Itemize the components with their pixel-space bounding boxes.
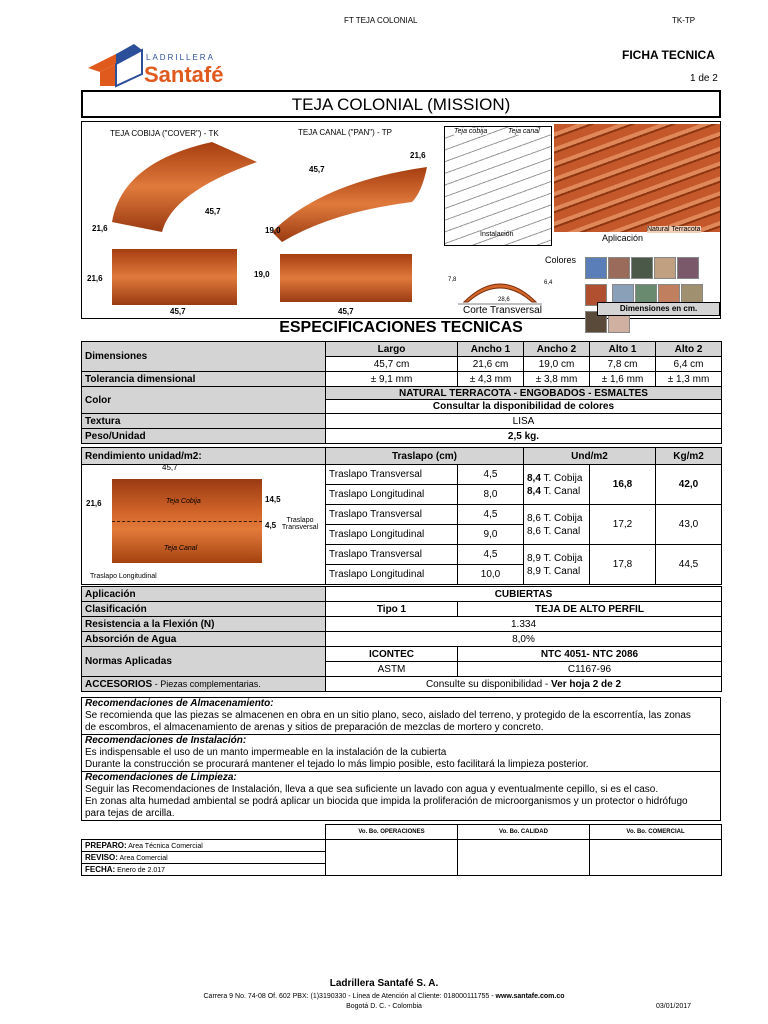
label-color: Color (82, 387, 326, 414)
dim-bottom-1: 45,7 (170, 307, 186, 316)
rec-instalacion-line2: Durante la construcción se procurará mantener el tejado lo más limpio posible, esto facilitará la limpieza posterior. (85, 759, 589, 770)
label-instalacion: Instalación (480, 231, 514, 238)
diag-traslapo-t: Traslapo Transversal (281, 517, 319, 531)
r2-t-label: Traslapo Transversal (326, 505, 458, 525)
label-normas: Normas Aplicadas (82, 647, 326, 677)
dim-pan-length: 45,7 (309, 165, 325, 174)
doc-title: TEJA COLONIAL (MISSION) (81, 90, 721, 118)
cross-section-drawing (448, 266, 552, 310)
hdr-traslapo: Traslapo (cm) (326, 448, 524, 465)
r1-can-num: 8,4 (527, 485, 541, 497)
application-photo (554, 124, 720, 232)
rec-almacenamiento-title: Recomendaciones de Almacenamiento: (85, 698, 274, 709)
hdr-ancho2: Ancho 2 (524, 342, 590, 357)
label-tolerancia: Tolerancia dimensional (82, 372, 326, 387)
accesorios-consult: Consulte su disponibilidad - (425, 678, 552, 690)
r3-can-num: 8,9 (527, 565, 541, 577)
r1-t-label: Traslapo Transversal (326, 465, 458, 485)
vobo-operaciones: Vo. Bo. OPERACIONES (326, 825, 458, 840)
r3-l-val: 10,0 (458, 565, 524, 585)
label-peso: Peso/Unidad (82, 429, 326, 444)
val-largo: 45,7 cm (326, 357, 458, 372)
dim-pan-width2: 19,0 (265, 226, 281, 235)
label-aplicacion: Aplicación (602, 233, 644, 243)
r1-l-val: 8,0 (458, 485, 524, 505)
dim-alto1: 7,8 (448, 277, 457, 283)
footer-date: 03/01/2017 (656, 1003, 692, 1010)
r2-t-val: 4,5 (458, 505, 524, 525)
rec-almacenamiento-line2: de escombros, el almacenamiento de arenas y sitios de preparación de mezclas de mortero y concreto. (85, 722, 544, 733)
diag-canal: Teja Canal (164, 545, 198, 552)
label-flexion: Resistencia a la Flexión (N) (82, 617, 326, 632)
rec-limpieza-title: Recomendaciones de Limpieza: (85, 772, 237, 783)
color-note: Consultar la disponibilidad de colores (326, 400, 722, 414)
rec-instalacion-line1: Es indispensable el uso de un manto impermeable en la instalación de la cubierta (85, 747, 447, 758)
accesorios-value (326, 677, 722, 692)
doc-type: FICHA TECNICA (622, 48, 715, 62)
r2-kg: 43,0 (656, 505, 722, 545)
swatch-plum-icon (677, 257, 699, 279)
logo (86, 40, 246, 90)
hdr-alto2: Alto 2 (656, 342, 722, 357)
cover-tile-3d (112, 142, 257, 232)
dim-cross-width: 28,6 (498, 297, 510, 303)
reviso-cell (82, 852, 326, 864)
r1-und: 16,8 (590, 465, 656, 505)
fecha-value: Enero de 2.017 (115, 867, 166, 874)
accesorios-label-cell (82, 677, 326, 692)
val-ancho2: 19,0 cm (524, 357, 590, 372)
color-value: NATURAL TERRACOTA - ENGOBADOS - ESMALTES (326, 387, 722, 400)
accesorios-desc: - Piezas complementarias. (152, 678, 261, 689)
rec-almacenamiento (82, 698, 720, 735)
tol-ancho1: ± 4,3 mm (458, 372, 524, 387)
specs-title: ESPECIFICACIONES TECNICAS (279, 319, 523, 336)
preparo-label: PREPARO: (85, 841, 127, 850)
r2-l-label: Traslapo Longitudinal (326, 525, 458, 545)
r2-units (524, 505, 590, 545)
footer-company: Ladrillera Santafé S. A. (329, 978, 439, 989)
footer-city: Bogotá D. C. - Colombia (346, 1003, 422, 1010)
dim-cover-width: 21,6 (92, 224, 108, 233)
label-teja-cobija: Teja cobija (454, 128, 488, 135)
hdr-kg-m2: Kg/m2 (656, 448, 722, 465)
r2-can-txt: T. Canal (540, 525, 581, 537)
normas-astm-code: C1167-96 (458, 662, 722, 677)
pan-tile-top (280, 254, 412, 302)
tol-largo: ± 9,1 mm (326, 372, 458, 387)
cover-tile-top (112, 249, 237, 305)
dim-mid: 19,0 (254, 270, 270, 279)
aplicacion-value: CUBIERTAS (326, 587, 722, 602)
r3-t-val: 4,5 (458, 545, 524, 565)
absorcion-value: 8,0% (326, 632, 722, 647)
val-alto1: 7,8 cm (590, 357, 656, 372)
normas-ntc: NTC 4051- NTC 2086 (458, 647, 722, 662)
swatch-blue-icon (585, 257, 607, 279)
swatch-brown-icon (608, 257, 630, 279)
rec-limpieza-line3: para tejas de arcilla. (85, 808, 175, 819)
accesorios-link: Ver hoja 2 de 2 (551, 678, 622, 690)
installation-drawing (444, 126, 552, 246)
r2-l-val: 9,0 (458, 525, 524, 545)
fecha-cell (82, 864, 326, 876)
r1-units (524, 465, 590, 505)
val-alto2: 6,4 cm (656, 357, 722, 372)
approval-spacer (82, 825, 326, 840)
hdr-ancho1: Ancho 1 (458, 342, 524, 357)
reviso-label: REVISO: (85, 853, 118, 862)
label-clasificacion: Clasificación (82, 602, 326, 617)
label-accesorios: ACCESORIOS (85, 678, 153, 690)
spec-table-top (81, 341, 722, 444)
r1-l-label: Traslapo Longitudinal (326, 485, 458, 505)
r1-can-txt: T. Canal (540, 485, 581, 497)
r1-kg: 42,0 (656, 465, 722, 505)
r3-can-txt: T. Canal (540, 565, 581, 577)
swatch-sand-icon (654, 257, 676, 279)
r3-cob-txt: T. Cobija (540, 552, 583, 564)
hdr-alto1: Alto 1 (590, 342, 656, 357)
tol-alto2: ± 1,3 mm (656, 372, 722, 387)
clasificacion-tipo: Tipo 1 (326, 602, 458, 617)
label-rendimiento: Rendimiento unidad/m2: (82, 448, 326, 465)
sign-operaciones[interactable] (326, 840, 458, 876)
r2-und: 17,2 (590, 505, 656, 545)
normas-astm: ASTM (326, 662, 458, 677)
hdr-und-m2: Und/m2 (524, 448, 656, 465)
rec-almacenamiento-line1: Se recomienda que las piezas se almacenen en obra en un sitio plano, seco, aislado del terreno, y protegido de la escorrentía, las zonas (85, 710, 691, 721)
pan-tile-3d (272, 167, 427, 242)
r2-can-num: 8,6 (527, 525, 541, 537)
hdr-largo: Largo (326, 342, 458, 357)
label-corte: Corte Transversal (463, 305, 542, 316)
clasificacion-perfil: TEJA DE ALTO PERFIL (458, 602, 722, 617)
label-aplicacion: Aplicación (82, 587, 326, 602)
val-ancho1: 21,6 cm (458, 357, 524, 372)
rec-limpieza-line2: En zonas alta humedad ambiental se podrá aplicar un biocida que impida la proliferación de microorganismos y un protector o hidrófugo (85, 796, 688, 807)
normas-icontec: ICONTEC (326, 647, 458, 662)
approval-table (81, 824, 722, 876)
fecha-label: FECHA: (85, 865, 116, 874)
r2-cob-num: 8,6 (527, 512, 541, 524)
r3-kg: 44,5 (656, 545, 722, 585)
rec-instalacion (82, 735, 720, 772)
label-textura: Textura (82, 414, 326, 429)
label-dimensiones: Dimensiones (82, 342, 326, 372)
flexion-value: 1.334 (326, 617, 722, 632)
r2-cob-txt: T. Cobija (540, 512, 583, 524)
rendimiento-table (81, 447, 722, 585)
preparo-value: Area Técnica Comercial (126, 843, 203, 850)
vobo-comercial: Vo. Bo. COMERCIAL (590, 825, 722, 840)
dim-pan-width: 21,6 (410, 151, 426, 160)
sign-comercial[interactable] (590, 840, 722, 876)
dimensions-note: Dimensiones en cm. (597, 302, 720, 316)
dim-cover-length: 45,7 (205, 207, 221, 216)
diag-dim-right1: 14,5 (265, 495, 281, 504)
dim-bottom-2: 45,7 (338, 307, 354, 316)
diag-dim-top: 45,7 (162, 464, 178, 472)
sign-calidad[interactable] (458, 840, 590, 876)
r1-t-val: 4,5 (458, 465, 524, 485)
logo-small-text: LADRILLERA (146, 53, 215, 62)
rec-instalacion-title: Recomendaciones de Instalación: (85, 735, 247, 746)
label-absorcion: Absorción de Agua (82, 632, 326, 647)
spec-table-bottom (81, 586, 722, 692)
label-teja-canal: Teja canal (508, 128, 540, 135)
doc-code-center: FT TEJA COLONIAL (344, 16, 418, 25)
diag-cobija: Teja Cobija (166, 498, 201, 505)
r1-cob-num: 8,4 (527, 472, 541, 484)
swatch-green-icon (631, 257, 653, 279)
rec-limpieza (82, 772, 720, 820)
rec-limpieza-line1: Seguir las Recomendaciones de Instalación, lleva a que sea suficiente un lavado con agua y eventualmente cepillo, si es el caso. (85, 784, 659, 795)
r1-cob-txt: T. Cobija (540, 472, 583, 484)
reviso-value: Area Comercial (117, 855, 168, 862)
diag-traslapo-l: Traslapo Longitudinal (90, 573, 157, 580)
rendimiento-diagram (82, 465, 326, 585)
vobo-calidad: Vo. Bo. CALIDAD (458, 825, 590, 840)
doc-code-right: TK-TP (672, 16, 696, 25)
textura-value: LISA (326, 414, 722, 429)
page-number: 1 de 2 (690, 73, 718, 84)
diag-dim-right2: 4,5 (265, 521, 277, 530)
logo-big-text: Santafé (144, 62, 224, 87)
footer-address (0, 993, 768, 1000)
peso-value: 2,5 kg. (326, 429, 722, 444)
r3-units (524, 545, 590, 585)
tol-ancho2: ± 3,8 mm (524, 372, 590, 387)
logo-mark-icon (86, 40, 146, 90)
r3-und: 17,8 (590, 545, 656, 585)
tile-drawings (82, 122, 442, 320)
tol-alto1: ± 1,6 mm (590, 372, 656, 387)
diag-dim-left: 21,6 (86, 499, 102, 508)
recommendations (81, 697, 721, 821)
label-colores: Colores (545, 255, 577, 265)
cover-title: TEJA COBIJA ("COVER") - TK (110, 129, 219, 138)
overlap-line (112, 521, 262, 522)
footer-address-text: Carrera 9 No. 74-08 Of. 602 PBX: (1)3190330 - Línea de Atención al Cliente: 018000111755 - (203, 993, 496, 1000)
dim-alto2: 6,4 (544, 280, 553, 286)
r3-l-label: Traslapo Longitudinal (326, 565, 458, 585)
label-natural: Natural Terracota (647, 226, 701, 233)
r3-cob-num: 8,9 (527, 552, 541, 564)
preparo-cell (82, 840, 326, 852)
figures-panel (81, 121, 721, 319)
pan-title: TEJA CANAL ("PAN") - TP (298, 128, 392, 137)
r3-t-label: Traslapo Transversal (326, 545, 458, 565)
dim-left: 21,6 (87, 274, 103, 283)
footer-website-link[interactable]: www.santafe.com.co (495, 993, 565, 1000)
